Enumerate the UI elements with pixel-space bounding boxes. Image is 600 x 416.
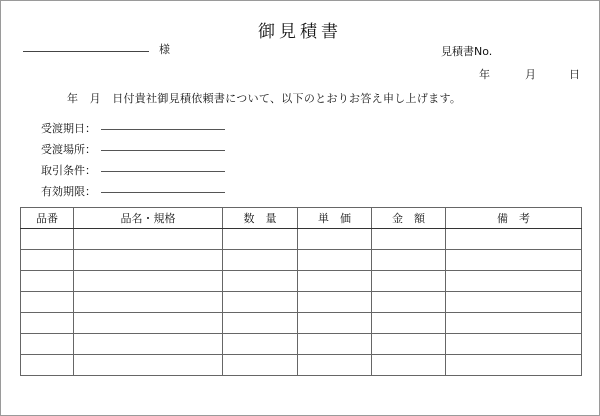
table-cell: [21, 355, 74, 376]
date-day-label: 日: [569, 68, 580, 81]
table-cell: [372, 313, 446, 334]
column-header-item-spec: 品名・規格: [74, 208, 223, 229]
table-cell: [372, 229, 446, 250]
table-cell: [446, 250, 582, 271]
table-cell: [223, 292, 298, 313]
table-row: [21, 313, 582, 334]
table-cell: [298, 334, 372, 355]
field-line-validity: [101, 192, 225, 193]
table-row: [21, 250, 582, 271]
date-year-label: 年: [479, 68, 490, 81]
table-cell: [21, 250, 74, 271]
table-cell: [223, 229, 298, 250]
table-row: [21, 271, 582, 292]
table-cell: [446, 355, 582, 376]
table-cell: [74, 334, 223, 355]
table-header-row: [21, 208, 582, 229]
table-cell: [21, 271, 74, 292]
table-cell: [372, 334, 446, 355]
table-cell: [74, 313, 223, 334]
field-line-delivery-date: [101, 129, 225, 130]
table-cell: [372, 271, 446, 292]
field-label-delivery-date: 受渡期日：: [41, 122, 96, 135]
table-cell: [21, 334, 74, 355]
items-table: [20, 207, 582, 376]
table-cell: [298, 250, 372, 271]
table-cell: [446, 334, 582, 355]
table-cell: [446, 313, 582, 334]
table-row: [21, 292, 582, 313]
table-cell: [298, 271, 372, 292]
table-cell: [74, 250, 223, 271]
table-cell: [298, 355, 372, 376]
table-cell: [298, 292, 372, 313]
table-cell: [372, 355, 446, 376]
date-month-label: 月: [525, 68, 536, 81]
column-header-amount: 金 額: [372, 208, 446, 229]
table-cell: [21, 292, 74, 313]
table-cell: [223, 250, 298, 271]
table-cell: [223, 334, 298, 355]
field-line-terms: [101, 171, 225, 172]
estimate-number-label: 見積書No.: [441, 45, 493, 58]
table-cell: [74, 229, 223, 250]
table-row: [21, 334, 582, 355]
field-label-terms: 取引条件：: [41, 164, 96, 177]
table-cell: [372, 292, 446, 313]
table-row: [21, 229, 582, 250]
column-header-unit-price: 単 価: [298, 208, 372, 229]
document-title: 御見積書: [258, 22, 342, 42]
column-header-quantity: 数 量: [223, 208, 298, 229]
field-label-validity: 有効期限：: [41, 185, 96, 198]
field-label-delivery-place: 受渡場所：: [41, 143, 96, 156]
intro-text: 年 月 日付貴社御見積依頼書について、以下のとおりお答え申し上げます。: [67, 92, 462, 105]
column-header-remarks: 備 考: [446, 208, 582, 229]
table-cell: [223, 355, 298, 376]
table-cell: [74, 355, 223, 376]
table-cell: [446, 271, 582, 292]
table-cell: [74, 271, 223, 292]
column-header-part-no: 品番: [21, 208, 74, 229]
table-cell: [74, 292, 223, 313]
table-row: [21, 355, 582, 376]
table-cell: [21, 313, 74, 334]
table-cell: [372, 250, 446, 271]
table-cell: [223, 313, 298, 334]
table-cell: [21, 229, 74, 250]
table-cell: [298, 229, 372, 250]
table-cell: [298, 313, 372, 334]
recipient-suffix: 様: [159, 43, 170, 56]
recipient-line: [23, 51, 149, 52]
field-line-delivery-place: [101, 150, 225, 151]
table-cell: [446, 292, 582, 313]
table-cell: [223, 271, 298, 292]
table-cell: [446, 229, 582, 250]
